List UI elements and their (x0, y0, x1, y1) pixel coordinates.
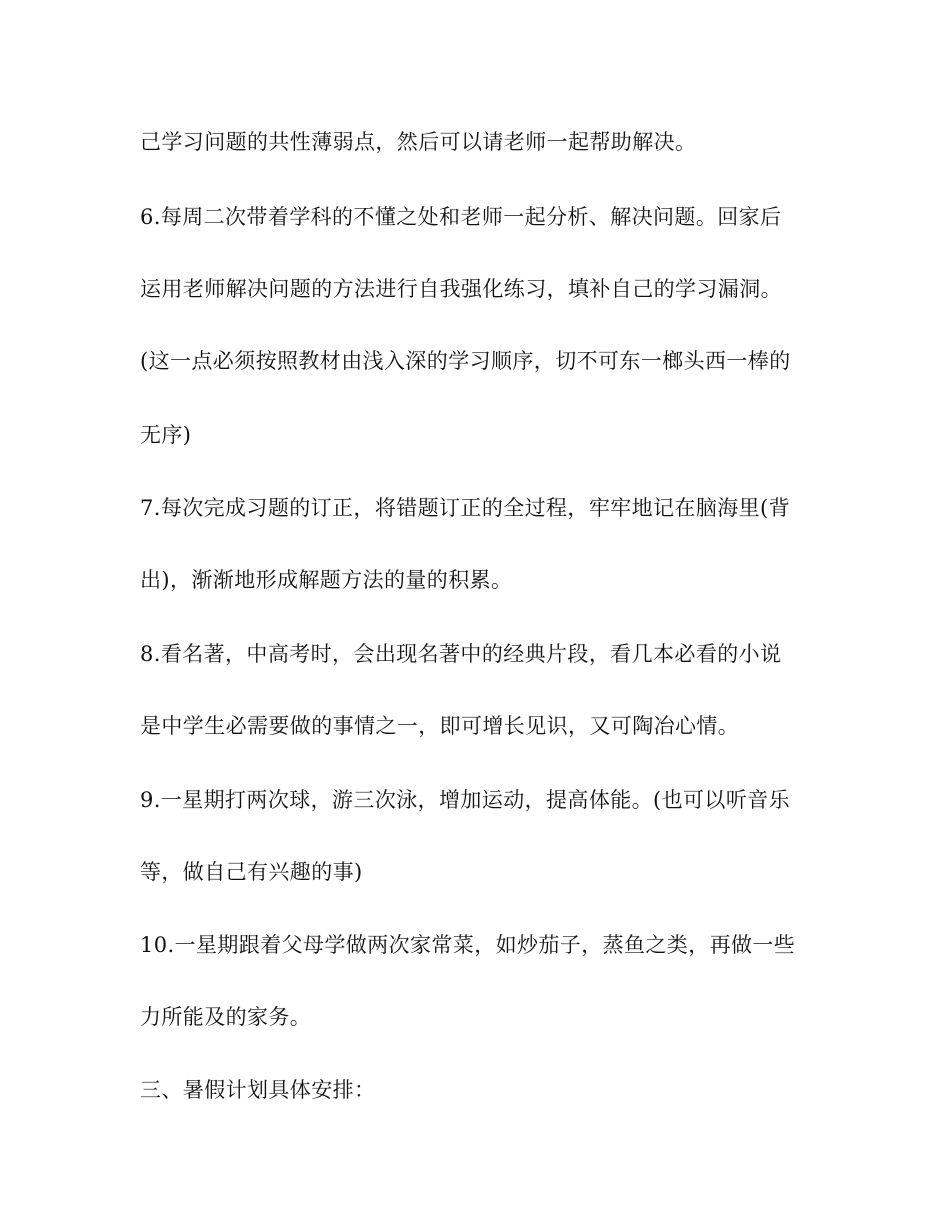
text-line: 8.看名著，中高考时，会出现名著中的经典片段，看几本必看的小说 (140, 642, 782, 666)
text-line: 己学习问题的共性薄弱点，然后可以请老师一起帮助解决。 (140, 130, 697, 154)
text-line: 7.每次完成习题的订正，将错题订正的全过程，牢牢地记在脑海里(背 (140, 496, 791, 520)
text-line: 运用老师解决问题的方法进行自我强化练习，填补自己的学习漏洞。 (140, 277, 782, 301)
text-line: 9.一星期打两次球，游三次泳，增加运动，提高体能。(也可以听音乐 (140, 788, 791, 812)
text-line: 等，做自己有兴趣的事) (140, 860, 363, 884)
section-heading: 三、暑假计划具体安排： (140, 1078, 376, 1102)
text-line: 无序) (140, 423, 192, 447)
text-line: 10.一星期跟着父母学做两次家常菜，如炒茄子，蒸鱼之类，再做一些 (140, 933, 796, 957)
text-line: 力所能及的家务。 (140, 1005, 312, 1029)
text-line: 出)，渐渐地形成解题方法的量的积累。 (140, 568, 513, 592)
text-line: 6.每周二次带着学科的不懂之处和老师一起分析、解决问题。回家后 (140, 205, 782, 229)
text-line: 是中学生必需要做的事情之一，即可增长见识，又可陶冶心情。 (140, 714, 740, 738)
text-line: (这一点必须按照教材由浅入深的学习顺序，切不可东一榔头西一棒的 (140, 349, 791, 373)
